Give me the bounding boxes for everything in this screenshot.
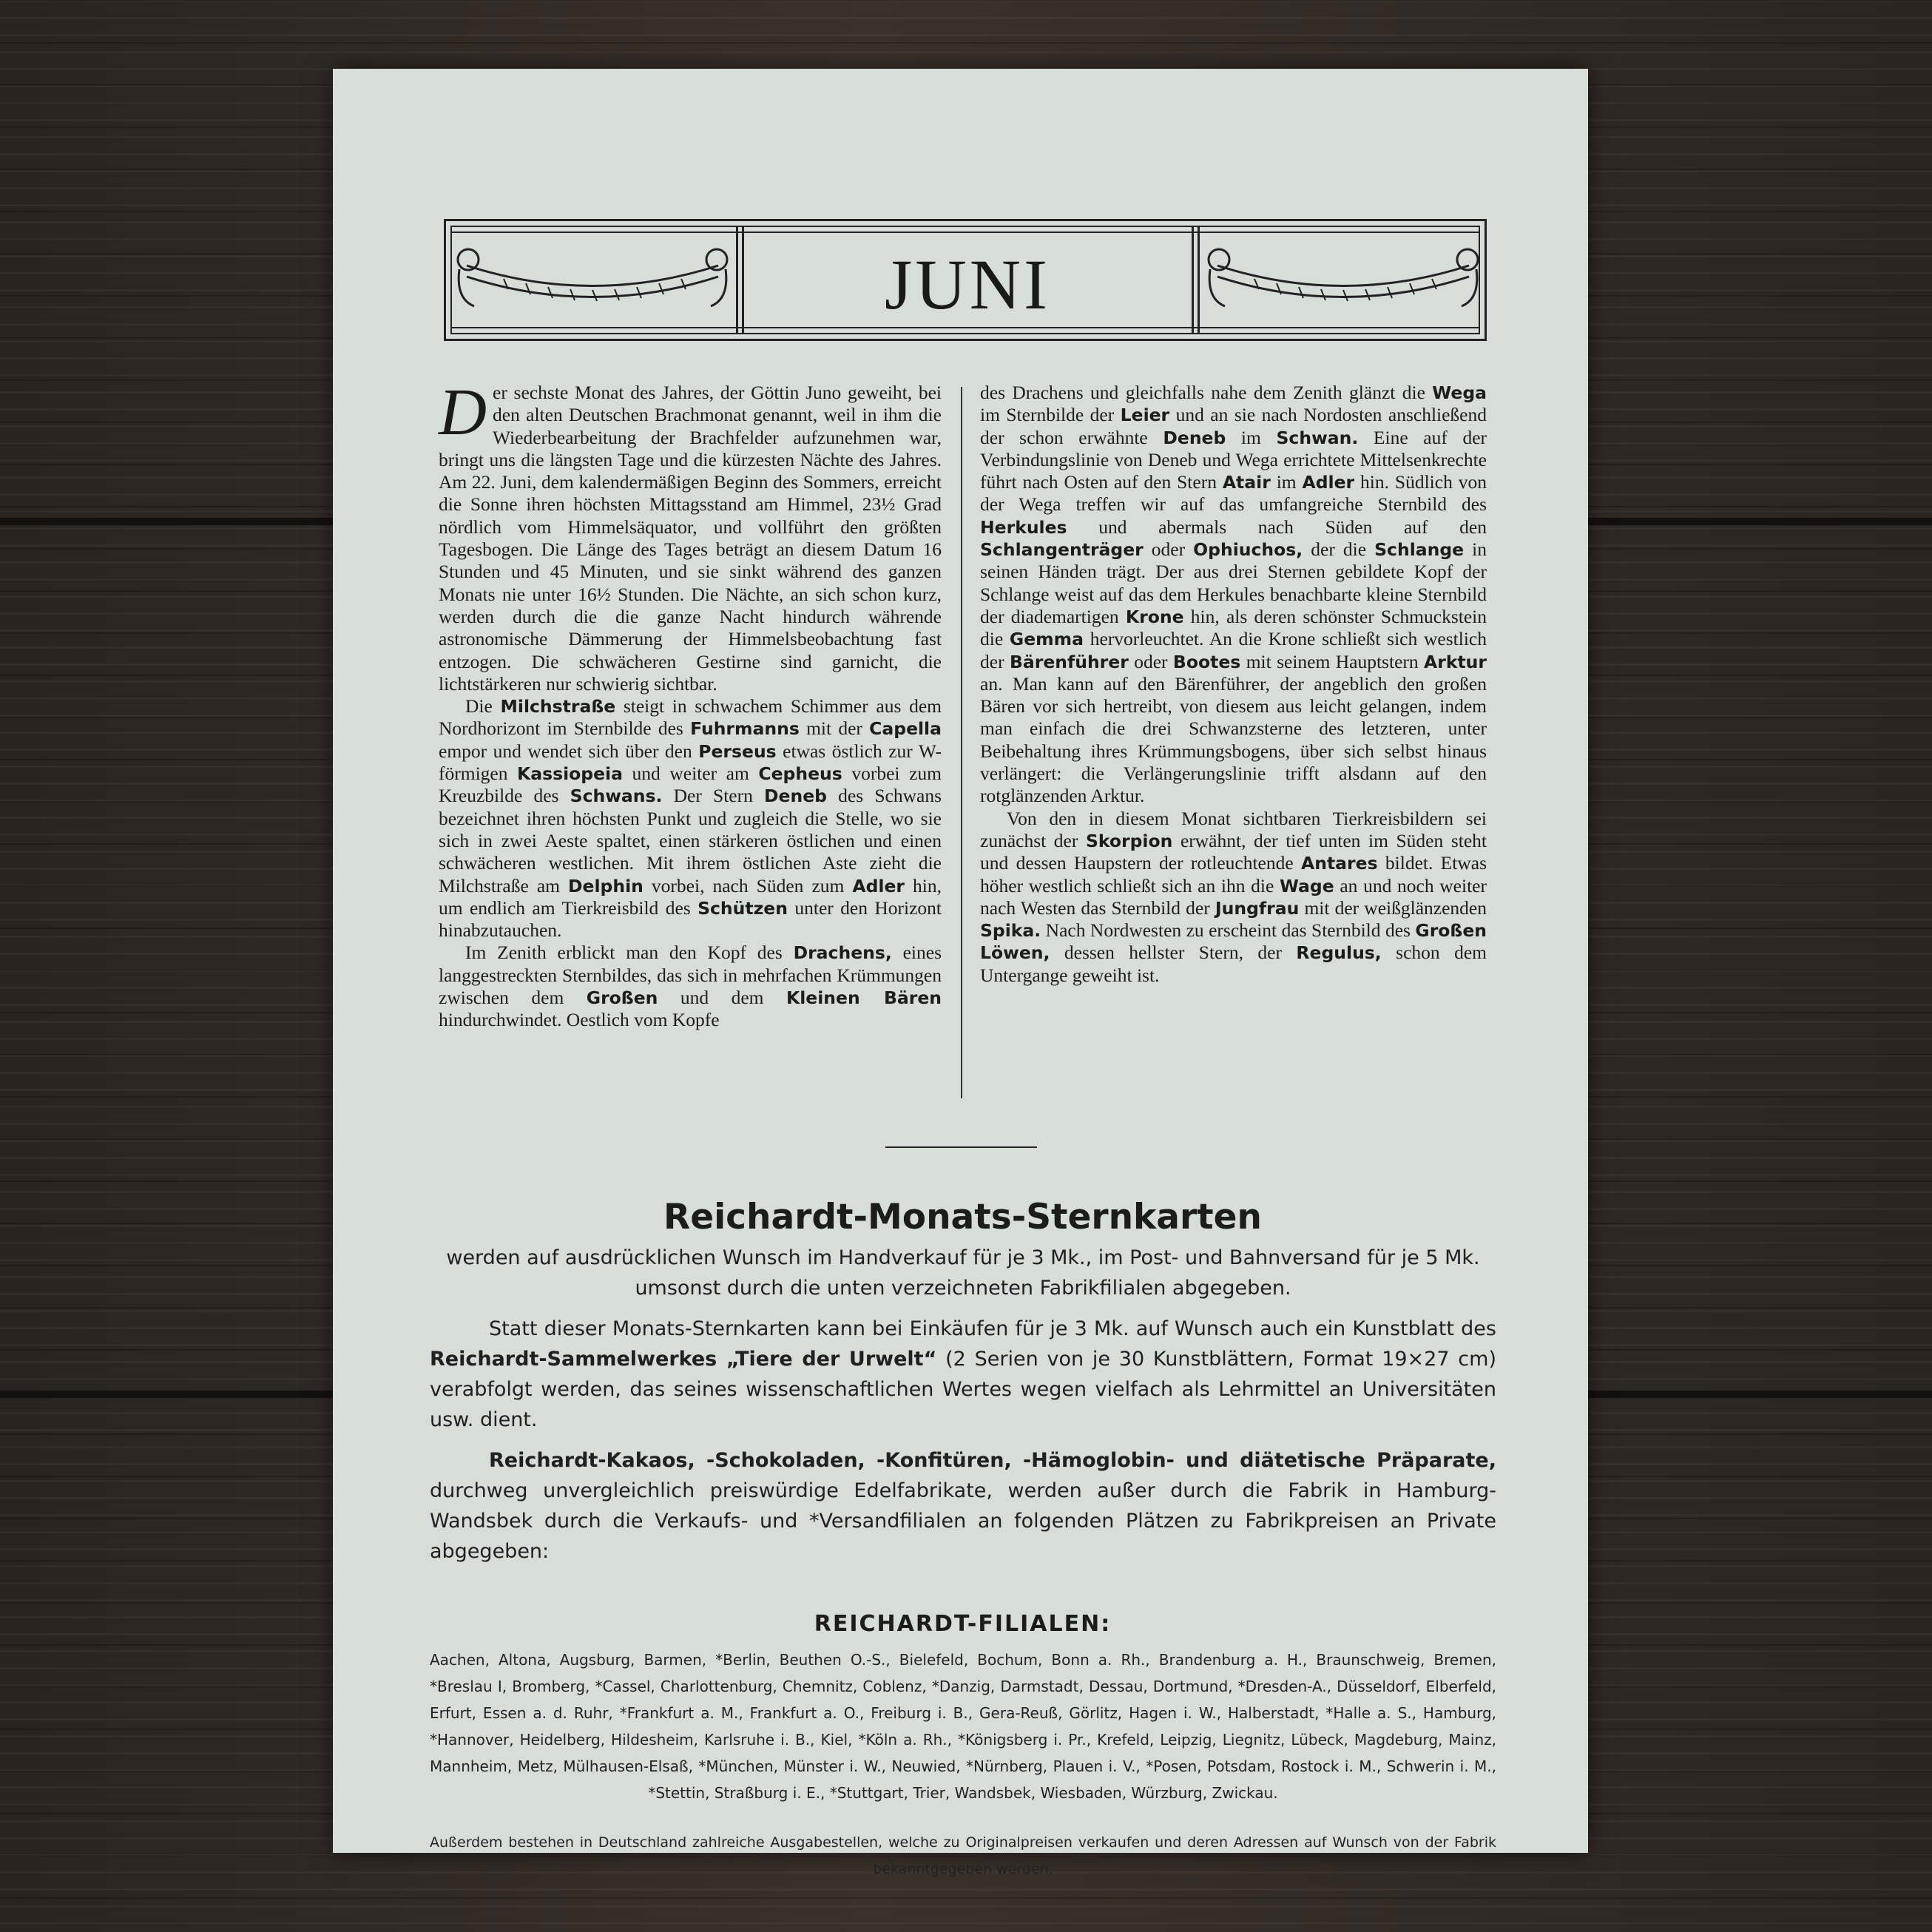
header-top-rule: [450, 232, 1480, 233]
emphasized-term: Wega: [1432, 382, 1487, 403]
paragraph: Im Zenith erblickt man den Kopf des Drachens, eines langgestreckten Sternbildes, das sich in mehrfachen Krümmungen zwischen dem Großen und dem Kleinen Bären hindurchwindet. Oestlich vom Kopfe: [439, 942, 942, 1031]
emphasized-term: Perseus: [698, 740, 777, 762]
emphasized-term: Großen Löwen,: [980, 920, 1487, 964]
paragraph-text: er sechste Monat des Jahres, der Göttin Juno geweiht, bei den alten Deutschen Brachmonat genannt, weil in ihm die Wiederbearbeitung der Brachfelder aufzunehmen war, bringt uns die längsten Tage und die kürzesten Nächte des Jahres. Am 22. Juni, dem kalendermäßigen Beginn des Sommers, erreicht die Sonne ihren höchsten Mittagsstand am Himmel, 23½ Grad nördlich vom Himmelsäquator, und vollführt den größten Tagesbogen. Die Länge des Tages beträgt an diesem Datum 16 Stunden und 45 Minuten, und sie sinkt während des ganzen Monats nie unter 16½ Stunden. Die Nächte, an sich schon kurz, werden durch die die ganze Nacht hindurch währende astronomische Dämmerung der Himmelsbeobachtung fast entzogen. Die schwächeren Gestirne sind garnicht, die lichtstärkeren nur schwierig sichtbar.: [439, 382, 942, 695]
emphasized-term: Adler: [852, 875, 905, 896]
emphasized-term: Adler: [1302, 472, 1355, 493]
advertisement-body: [430, 1243, 1496, 1577]
month-title: JUNI: [885, 245, 1050, 324]
paragraph: Die Milchstraße steigt in schwachem Schimmer aus dem Nordhorizont im Sternbilde des Fuhrmanns mit der Capella empor und wendet sich über den Perseus etwas östlich zur W-förmigen Kassiopeia und weiter am Cepheus vorbei zum Kreuzbilde des Schwans. Der Stern Deneb des Schwans bezeichnet ihren höchsten Punkt und zugleich die Stelle, wo sie sich in zwei Aeste spaltet, einen stärkeren östlichen und einen schwächeren westlichen. Mit ihrem östlichen Aste zieht die Milchstraße am Delphin vorbei, nach Süden zum Adler hin, um endlich am Tierkreisbild des Schützen unter den Horizont hinabzutauchen.: [439, 695, 942, 942]
emphasized-term: Herkules: [980, 516, 1067, 538]
emphasized-term: Atair: [1222, 472, 1271, 493]
emphasized-term: Schützen: [698, 897, 788, 919]
branches-list: Aachen, Altona, Augsburg, Barmen, *Berlin, Beuthen O.-S., Bielefeld, Bochum, Bonn a. Rh., Brandenburg a. H., Braunschweig, Bremen, *Breslau I, Bromberg, *Cassel, Charlottenburg, Chemnitz, Coblenz, *Danzig, Darmstadt, Dessau, Dortmund, *Dresden-A., Düsseldorf, Elberfeld, Erfurt, Essen a. d. Ruhr, *Frankfurt a. M., Frankfurt a. O., Freiburg i. B., Gera-Reuß, Görlitz, Hagen i. W., Halberstadt, *Halle a. S., Hamburg, *Hannover, Heidelberg, Hildesheim, Karlsruhe i. B., Kiel, *Köln a. Rh., *Königsberg i. Pr., Krefeld, Leipzig, Liegnitz, Lübeck, Magdeburg, Mainz, Mannheim, Metz, Mülhausen-Elsaß, *München, Münster i. W., Neuwied, *Nürnberg, Plauen i. V., *Posen, Potsdam, Rostock i. M., Schwerin i. M., *Stettin, Straßburg i. E., *Stuttgart, Trier, Wandsbek, Wiesbaden, Würzburg, Zwickau.: [430, 1651, 1496, 1802]
emphasized-term: Schlange: [1374, 539, 1465, 561]
emphasized-term: Deneb: [764, 786, 827, 807]
emphasized-term: Fuhrmanns: [690, 718, 800, 740]
branches-footnote: Außerdem bestehen in Deutschland zahlreiche Ausgabestellen, welche zu Originalpreisen verkaufen und deren Adressen auf Wunsch von der Fabrik bekanntgegeben werden.: [430, 1834, 1496, 1877]
branches-heading: REICHARDT-FILIALEN:: [814, 1611, 1112, 1637]
emphasized-term: Antares: [1301, 853, 1378, 874]
emphasized-term: Wage: [1279, 875, 1334, 896]
emphasized-term: Arktur: [1424, 651, 1487, 672]
header-bottom-rule: [450, 327, 1480, 328]
emphasized-term: Cepheus: [758, 763, 842, 785]
header-divider-right-2: [1198, 226, 1200, 334]
emphasized-term: Schwan.: [1276, 427, 1359, 448]
garland-ornament-left-icon: [452, 236, 733, 317]
paragraph: Von den in diesem Monat sichtbaren Tierkreisbildern sei zunächst der Skorpion erwähnt, der tief unten im Süden steht und dessen Haupstern der rotleuchtende Antares bildet. Etwas höher westlich schließt sich an ihn die Wage an und noch weiter nach Westen das Sternbild der Jungfrau mit der weißglänzenden Spika. Nach Nordwesten zu erscheint das Sternbild des Großen Löwen, dessen hellster Stern, der Regulus, schon dem Untergange geweiht ist.: [980, 807, 1487, 986]
emphasized-term: Schwans.: [570, 786, 663, 807]
paragraph: [439, 376, 942, 695]
emphasized-term: Krone: [1125, 606, 1184, 627]
ad-paragraph: Statt dieser Monats-Sternkarten kann bei Einkäufen für je 3 Mk. auf Wunsch auch ein Kunstblatt des Reichardt-Sammelwerkes „Tiere der Urwelt“ (2 Serien von je 30 Kunstblättern, Format 19×27 cm) verabfolgt werden, das seines wissenschaftlichen Wertes wegen vielfach als Lehrmittel an Universitäten usw. dient.: [430, 1317, 1496, 1431]
advertisement-title: Reichardt-Monats-Sternkarten: [663, 1197, 1262, 1237]
emphasized-term: Drachens,: [793, 942, 892, 964]
paragraph: des Drachens und gleichfalls nahe dem Zenith glänzt die Wega im Sternbilde der Leier und an sie nach Nordosten anschließend der schon erwähnte Deneb im Schwan. Eine auf der Verbindungslinie von Deneb und Wega errichtete Mittelsenkrechte führt nach Osten auf den Stern Atair im Adler hin. Südlich von der Wega treffen wir auf das umfangreiche Sternbild des Herkules und abermals nach Süden auf den Schlangenträger oder Ophiuchos, der die Schlange in seinen Händen trägt. Der aus drei Sternen gebildete Kopf der Schlange weist auf das dem Herkules benachbarte kleine Sternbild der diademartigen Krone hin, als deren schönster Schmuckstein die Gemma hervorleuchtet. An die Krone schließt sich westlich der Bärenführer oder Bootes mit seinem Hauptstern Arktur an. Man kann auf den Bärenführer, der angeblich den großen Bären vor sich hertreibt, von diesem aus leicht gelangen, indem man einfach die drei Schwanzsterne des letzteren, unter Beibehaltung ihres Krümmungsbogens, über sich selbst hinaus verlängert: die Verlängerungslinie trifft alsdann auf den rotglänzenden Arktur.: [980, 382, 1487, 807]
column-divider: [961, 387, 962, 1098]
ad-paragraph: werden auf ausdrücklichen Wunsch im Handverkauf für je 3 Mk., im Post- und Bahnversand für je 5 Mk. umsonst durch die unten verzeichneten Fabrikfilialen abgegeben.: [446, 1246, 1480, 1300]
drop-cap: D: [439, 376, 487, 449]
emphasized-term: Bootes: [1172, 651, 1241, 672]
emphasized-term: Capella: [869, 718, 942, 740]
emphasized-term: Gemma: [1009, 629, 1084, 650]
emphasized-term: Leier: [1120, 405, 1170, 426]
emphasized-term: Bärenführer: [1009, 651, 1129, 672]
emphasized-term: Deneb: [1163, 427, 1226, 448]
article-column-left: [439, 376, 942, 1032]
emphasized-term: Großen: [586, 987, 658, 1009]
emphasized-term: Milchstraße: [500, 696, 616, 717]
article-column-right: [980, 382, 1487, 987]
emphasized-term: Reichardt-Sammelwerkes „Tiere der Urwelt“: [430, 1348, 937, 1371]
emphasized-term: Delphin: [568, 875, 644, 896]
section-divider: [885, 1146, 1037, 1148]
emphasized-term: Kleinen Bären: [786, 987, 942, 1009]
emphasized-term: Reichardt-Kakaos, -Schokoladen, -Konfitüren, -Hämoglobin- und diätetische Präparate,: [489, 1449, 1496, 1472]
emphasized-term: Spika.: [980, 920, 1041, 942]
emphasized-term: Skorpion: [1085, 830, 1173, 851]
garland-ornament-right-icon: [1203, 236, 1484, 317]
emphasized-term: Kassiopeia: [517, 763, 623, 785]
emphasized-term: Jungfrau: [1215, 897, 1300, 919]
emphasized-term: Regulus,: [1296, 942, 1382, 964]
emphasized-term: Ophiuchos,: [1193, 539, 1303, 561]
calendar-sheet: [333, 69, 1588, 1877]
emphasized-term: Schlangenträger: [980, 539, 1144, 561]
header-divider-left: [736, 226, 738, 334]
ad-paragraph: Reichardt-Kakaos, -Schokoladen, -Konfitüren, -Hämoglobin- und diätetische Präparate, durchweg unvergleichlich preiswürdige Edelfabrikate, werden außer durch die Fabrik in Hamburg-Wandsbek durch die Verkaufs- und *Versandfilialen an folgenden Plätzen zu Fabrikpreisen an Private abgegeben:: [430, 1449, 1496, 1563]
month-header-frame: [444, 219, 1487, 341]
